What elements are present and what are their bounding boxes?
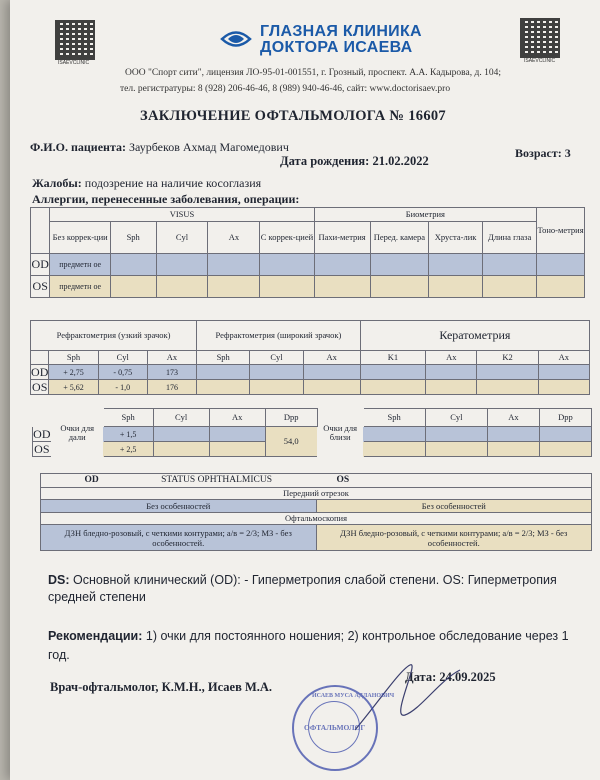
anterior-os-value: Без особенностей	[316, 500, 592, 513]
cell	[370, 276, 428, 298]
table-row	[31, 276, 585, 298]
eye-label-od: OD	[31, 254, 50, 276]
biometry-header: Биометрия	[314, 208, 537, 222]
col-ax-k2: Ax	[538, 351, 589, 365]
patient-name-row	[30, 140, 289, 155]
cell	[425, 427, 487, 442]
brand-line-2: ДОКТОРА ИСАЕВА	[260, 39, 413, 56]
qr-code-right	[520, 18, 560, 58]
cell	[538, 380, 589, 395]
age-row	[515, 146, 571, 161]
diagnosis-label: DS:	[48, 573, 70, 587]
cell	[426, 365, 477, 380]
table-row	[33, 427, 592, 442]
dob-value: 21.02.2022	[372, 154, 429, 168]
cell	[314, 276, 370, 298]
table-row	[31, 254, 585, 276]
cell	[197, 365, 250, 380]
cell	[477, 365, 538, 380]
col-cyl: Cyl	[156, 222, 208, 254]
col-cyl-narrow: Cyl	[98, 351, 147, 365]
clinic-brand	[260, 24, 422, 56]
complaints-row	[32, 176, 261, 191]
os-sph-narrow: + 5,62	[49, 380, 98, 395]
refracto-corner-cell	[31, 351, 49, 365]
col-ax-k1: Ax	[426, 351, 477, 365]
cell	[539, 427, 591, 442]
col-pachymetry: Пахи-метрия	[314, 222, 370, 254]
col-cyl-far: Cyl	[153, 409, 209, 427]
qr-code-left	[55, 20, 95, 60]
dob-row	[280, 154, 429, 169]
cell	[487, 427, 539, 442]
qr-left-caption: ISAEVCLINIC	[58, 60, 90, 66]
age-value: 3	[564, 146, 571, 160]
diagnosis-text: Основной клинический (OD): - Гиперметропия слабой степени. OS: Гиперметропия средней степени	[48, 573, 557, 604]
cell	[487, 442, 539, 457]
cell	[429, 254, 483, 276]
stamp-center-text: ОФТАЛЬМОЛОГ	[304, 723, 366, 732]
cell	[209, 427, 265, 442]
status-os: OS	[316, 474, 592, 488]
cell	[483, 254, 537, 276]
cell	[363, 442, 425, 457]
cell	[153, 442, 209, 457]
col-eye-length: Длина глаза	[483, 222, 537, 254]
cell	[156, 254, 208, 276]
patient-name-value: Заурбеков Ахмад Магомедович	[129, 140, 289, 154]
visus-biometry-table	[30, 207, 585, 298]
recommendations-block	[48, 627, 583, 665]
cell	[303, 365, 360, 380]
cell-without-correction-od: предметн ое	[50, 254, 110, 276]
anterior-segment-header: Передний отрезок	[41, 488, 592, 500]
eye-label-od: OD	[31, 364, 49, 379]
diagnosis-block	[48, 572, 558, 606]
date-label: Дата:	[405, 670, 437, 684]
cell-without-correction-os: предметн ое	[50, 276, 110, 298]
refractometry-table	[30, 320, 590, 395]
cell	[260, 254, 314, 276]
cell	[110, 276, 156, 298]
col-ax-narrow: Ax	[147, 351, 196, 365]
refracto-narrow-header: Рефрактометрия (узкий зрачок)	[31, 321, 197, 351]
tonometry-header: Тоно-метрия	[537, 208, 585, 254]
col-k2: K2	[477, 351, 538, 365]
col-ax-near: Ax	[487, 409, 539, 427]
cell	[537, 254, 585, 276]
cell	[363, 427, 425, 442]
col-dpp-near: Dpp	[539, 409, 591, 427]
visus-corner-cell	[31, 208, 50, 254]
fundus-os-value: ДЗН бледно-розовый, с четкими контурами; а/в = 2/3; МЗ - без особенностей.	[316, 525, 592, 551]
dpp-far-value: 54,0	[265, 427, 317, 457]
glasses-far-label: Очки для дали	[60, 422, 95, 442]
col-sph-far: Sph	[103, 409, 153, 427]
dob-label: Дата рождения:	[280, 154, 370, 168]
col-dpp-far: Dpp	[265, 409, 317, 427]
od-sph-narrow: + 2,75	[49, 365, 98, 380]
col-sph-narrow: Sph	[49, 351, 98, 365]
document-page	[10, 0, 600, 780]
eye-label-od: OD	[33, 426, 51, 441]
clinic-contacts: тел. регистратуры: 8 (928) 206-46-46, 8 (989) 940-46-46, сайт: www.doctorisaev.pro	[120, 84, 451, 94]
cell	[314, 254, 370, 276]
cell	[429, 276, 483, 298]
status-od: OD	[84, 475, 99, 485]
cell	[197, 380, 250, 395]
col-without-correction: Без коррек-ции	[50, 222, 110, 254]
qr-right-caption: ISAEVCLINIC	[524, 58, 556, 64]
cell	[483, 276, 537, 298]
cell	[110, 254, 156, 276]
cell	[370, 254, 428, 276]
anterior-od-value: Без особенностей	[41, 500, 317, 513]
cell	[538, 365, 589, 380]
col-cyl-wide: Cyl	[250, 351, 303, 365]
col-cyl-near: Cyl	[425, 409, 487, 427]
col-sph: Sph	[110, 222, 156, 254]
table-row	[31, 365, 590, 380]
recommendations-text: 1) очки для постоянного ношения; 2) контрольное обследование через 1 год.	[48, 629, 569, 662]
cell	[260, 276, 314, 298]
cell	[250, 365, 303, 380]
refracto-wide-header: Рефрактометрия (широкий зрачок)	[197, 321, 361, 351]
complaints-value: подозрение на наличие косоглазия	[84, 176, 262, 190]
complaints-label: Жалобы:	[32, 176, 82, 190]
cell	[208, 276, 260, 298]
glasses-table	[32, 408, 592, 457]
col-with-correction: С коррек-цией	[260, 222, 314, 254]
cell	[303, 380, 360, 395]
os-ax-narrow: 176	[147, 380, 196, 395]
cell	[153, 427, 209, 442]
col-k1: K1	[360, 351, 425, 365]
age-label: Возраст:	[515, 146, 562, 160]
ophthalmoscopy-header: Офтальмоскопия	[41, 513, 592, 525]
os-sph-far: + 2,5	[103, 442, 153, 457]
status-ophthalmicus-table	[40, 473, 592, 551]
col-ax-wide: Ax	[303, 351, 360, 365]
clinic-address: ООО "Спорт сити", лицензия ЛО-95-01-001551, г. Грозный, проспект. А.А. Кадырова, д. 104;	[125, 68, 501, 78]
col-ax: Ax	[208, 222, 260, 254]
od-cyl-narrow: - 0,75	[98, 365, 147, 380]
col-sph-near: Sph	[363, 409, 425, 427]
status-title: STATUS OPHTHALMICUS	[161, 475, 272, 485]
cell	[360, 380, 425, 395]
cell	[209, 442, 265, 457]
cell	[425, 442, 487, 457]
cell	[477, 380, 538, 395]
status-od-label	[41, 474, 317, 488]
clinic-logo-icon	[220, 28, 252, 50]
col-lens: Хруста-лик	[429, 222, 483, 254]
stamp-outer-text: ИСАЕВ МУСА АДЛАНОВИЧ	[312, 693, 395, 699]
od-sph-far: + 1,5	[103, 427, 153, 442]
recommendations-label: Рекомендации:	[48, 629, 143, 643]
cell	[539, 442, 591, 457]
eye-label-os: OS	[32, 379, 48, 394]
date-value: 24.09.2025	[439, 670, 496, 684]
cell	[426, 380, 477, 395]
doctor-stamp	[292, 685, 395, 771]
col-anterior-chamber: Перед. камера	[370, 222, 428, 254]
document-title: ЗАКЛЮЧЕНИЕ ОФТАЛЬМОЛОГА № 16607	[140, 108, 446, 124]
glasses-near-label: Очки для близи	[323, 422, 357, 442]
os-cyl-narrow: - 1,0	[98, 380, 147, 395]
col-ax-far: Ax	[209, 409, 265, 427]
eye-label-os: OS	[34, 441, 50, 456]
col-sph-wide: Sph	[197, 351, 250, 365]
eye-label-os: OS	[31, 276, 50, 298]
visus-header: VISUS	[50, 208, 314, 222]
doctor-signature-line: Врач-офтальмолог, К.М.Н., Исаев М.А.	[50, 680, 273, 694]
od-ax-narrow: 173	[147, 365, 196, 380]
cell	[156, 276, 208, 298]
allergies-label: Аллергии, перенесенные заболевания, операции:	[32, 192, 300, 206]
cell	[360, 365, 425, 380]
table-row	[31, 380, 590, 395]
cell	[250, 380, 303, 395]
patient-name-label: Ф.И.О. пациента:	[30, 140, 126, 154]
keratometry-header: Кератометрия	[360, 321, 589, 351]
glasses-corner-cell	[33, 409, 52, 427]
cell	[208, 254, 260, 276]
fundus-od-value: ДЗН бледно-розовый, с четкими контурами; а/в = 2/3; МЗ - без особенностей.	[41, 525, 317, 551]
cell	[537, 276, 585, 298]
brand-line-1: ГЛАЗНАЯ КЛИНИКА	[260, 23, 422, 40]
